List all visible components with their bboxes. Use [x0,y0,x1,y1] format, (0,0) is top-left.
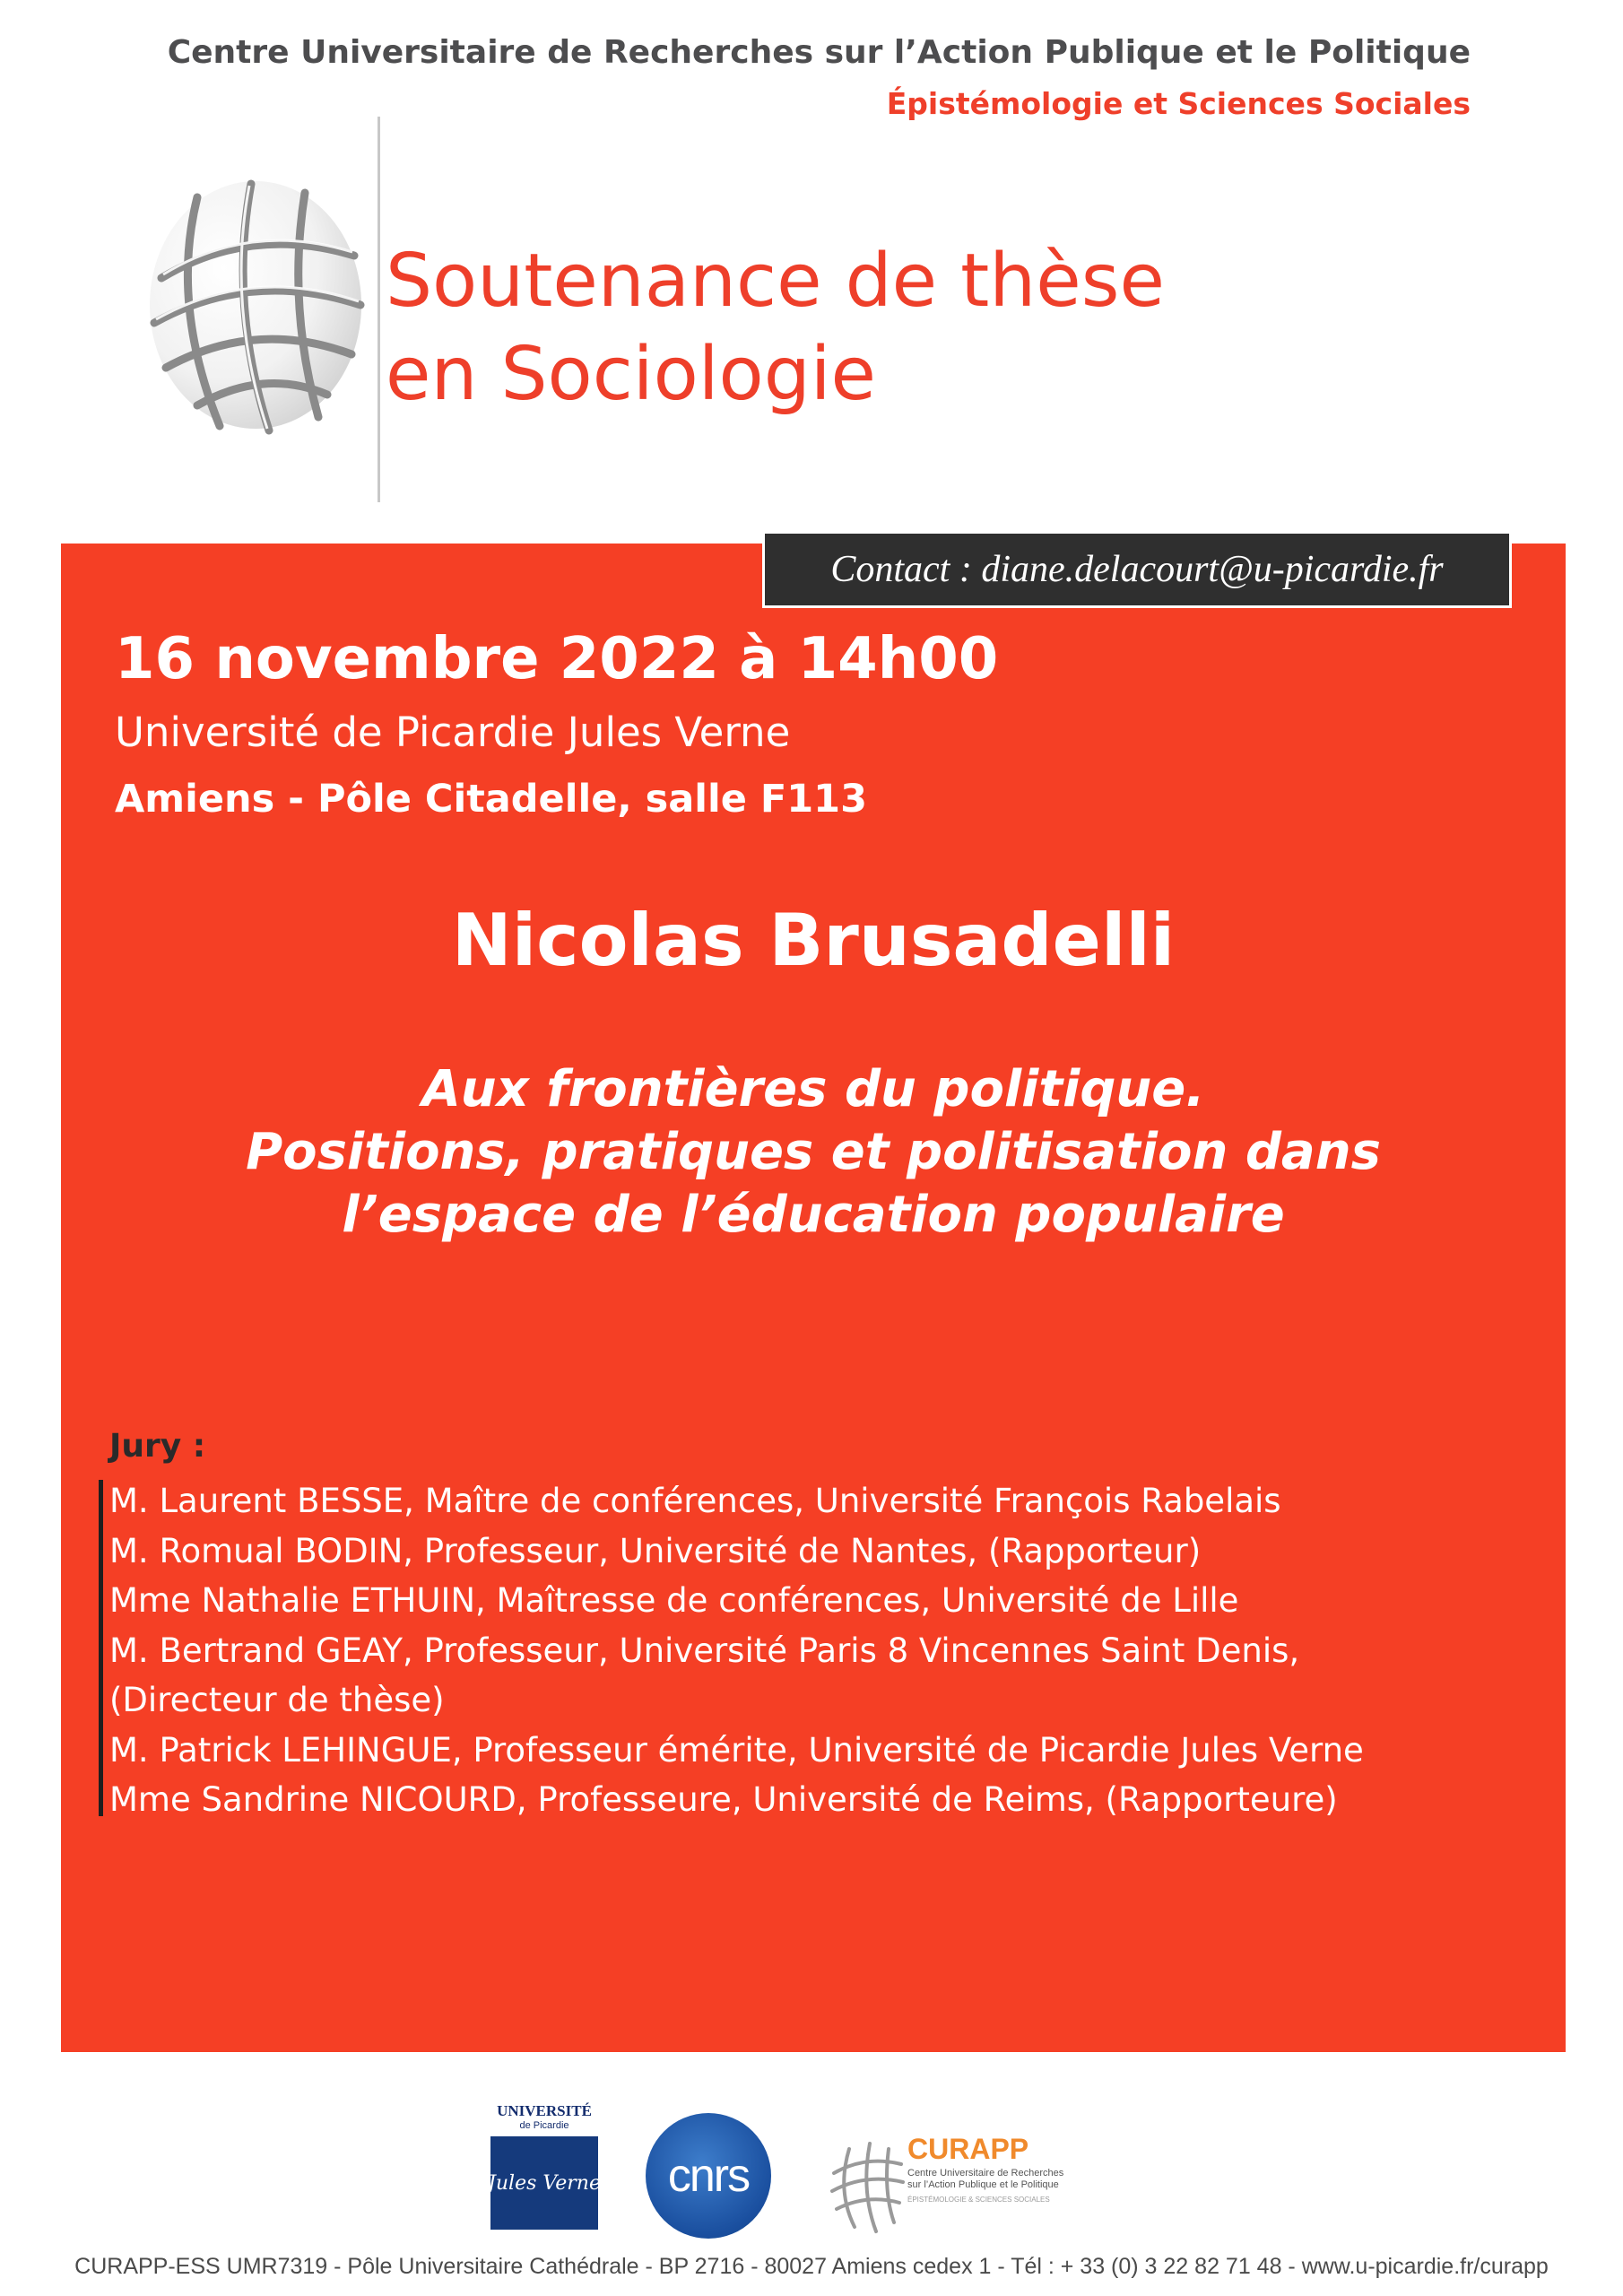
announcement-panel [61,544,1566,2052]
upjv-logo [489,2102,600,2230]
thesis-title-line: l’espace de l’éducation populaire [342,1186,1285,1244]
upjv-logo-title: UNIVERSITÉ [497,2102,592,2119]
jury-member: Mme Sandrine NICOURD, Professeure, Université de Reims, (Rapporteure) [109,1780,1338,1819]
event-date: 16 novembre 2022 à 14h00 [115,626,999,692]
event-title [386,235,1506,422]
curapp-logo-tagline: ÉPISTÉMOLOGIE & SCIENCES SOCIALES [907,2196,1050,2204]
candidate-name: Nicolas Brusadelli [451,899,1176,982]
contact-email[interactable]: Contact : diane.delacourt@u-picardie.fr [830,549,1444,590]
jury-member: M. Romual BODIN, Professeur, Université de Nantes, (Rapporteur) [109,1531,1202,1570]
upjv-logo-subtitle: de Picardie [519,2120,569,2131]
org-title: Centre Universitaire de Recherches sur l’Action Publique et le Politique [167,34,1471,71]
event-university: Université de Picardie Jules Verne [115,709,791,756]
curapp-logo-description [907,2168,1063,2191]
event-title-line-2: en Sociologie [386,332,876,417]
jury-member: (Directeur de thèse) [109,1681,445,1719]
thesis-title-line: Positions, pratiques et politisation dans [246,1123,1381,1181]
jury-member: M. Bertrand GEAY, Professeur, Université Paris 8 Vincennes Saint Denis, [109,1631,1300,1670]
thesis-title-line: Aux frontières du politique. [421,1060,1205,1118]
jury-divider [99,1480,103,1816]
globe-logo-icon [143,170,368,439]
upjv-logo-block [488,2136,601,2230]
org-subtitle: Épistémologie et Sciences Sociales [886,86,1471,121]
curapp-desc-line: sur l’Action Publique et le Politique [907,2179,1059,2190]
footer-address: CURAPP-ESS UMR7319 - Pôle Universitaire Cathédrale - BP 2716 - 80027 Amiens cedex 1 - Tél : + 33 (0) 3 22 82 71 48 - www.u-picardie.fr/curapp [74,2254,1549,2279]
jury-member: Mme Nathalie ETHUIN, Maîtresse de conférences, Université de Lille [109,1581,1239,1620]
event-title-line-1: Soutenance de thèse [386,239,1165,324]
curapp-desc-line: Centre Universitaire de Recherches [907,2168,1064,2179]
thesis-title [61,1058,1566,1247]
event-location: Amiens - Pôle Citadelle, salle F113 [115,777,868,822]
cnrs-logo [646,2113,771,2239]
jury-member: M. Laurent BESSE, Maître de conférences, Université François Rabelais [109,1482,1281,1520]
jury-member: M. Patrick LEHINGUE, Professeur émérite, Université de Picardie Jules Verne [109,1730,1364,1770]
curapp-logo-name: CURAPP [907,2133,1029,2165]
upjv-logo-signature: Jules Verne [488,2171,601,2195]
contact-box[interactable] [762,531,1512,608]
jury-label: Jury : [109,1428,206,1465]
jury-list [109,1476,1364,1825]
header-divider [378,117,380,502]
cnrs-logo-text: cnrs [667,2150,750,2202]
